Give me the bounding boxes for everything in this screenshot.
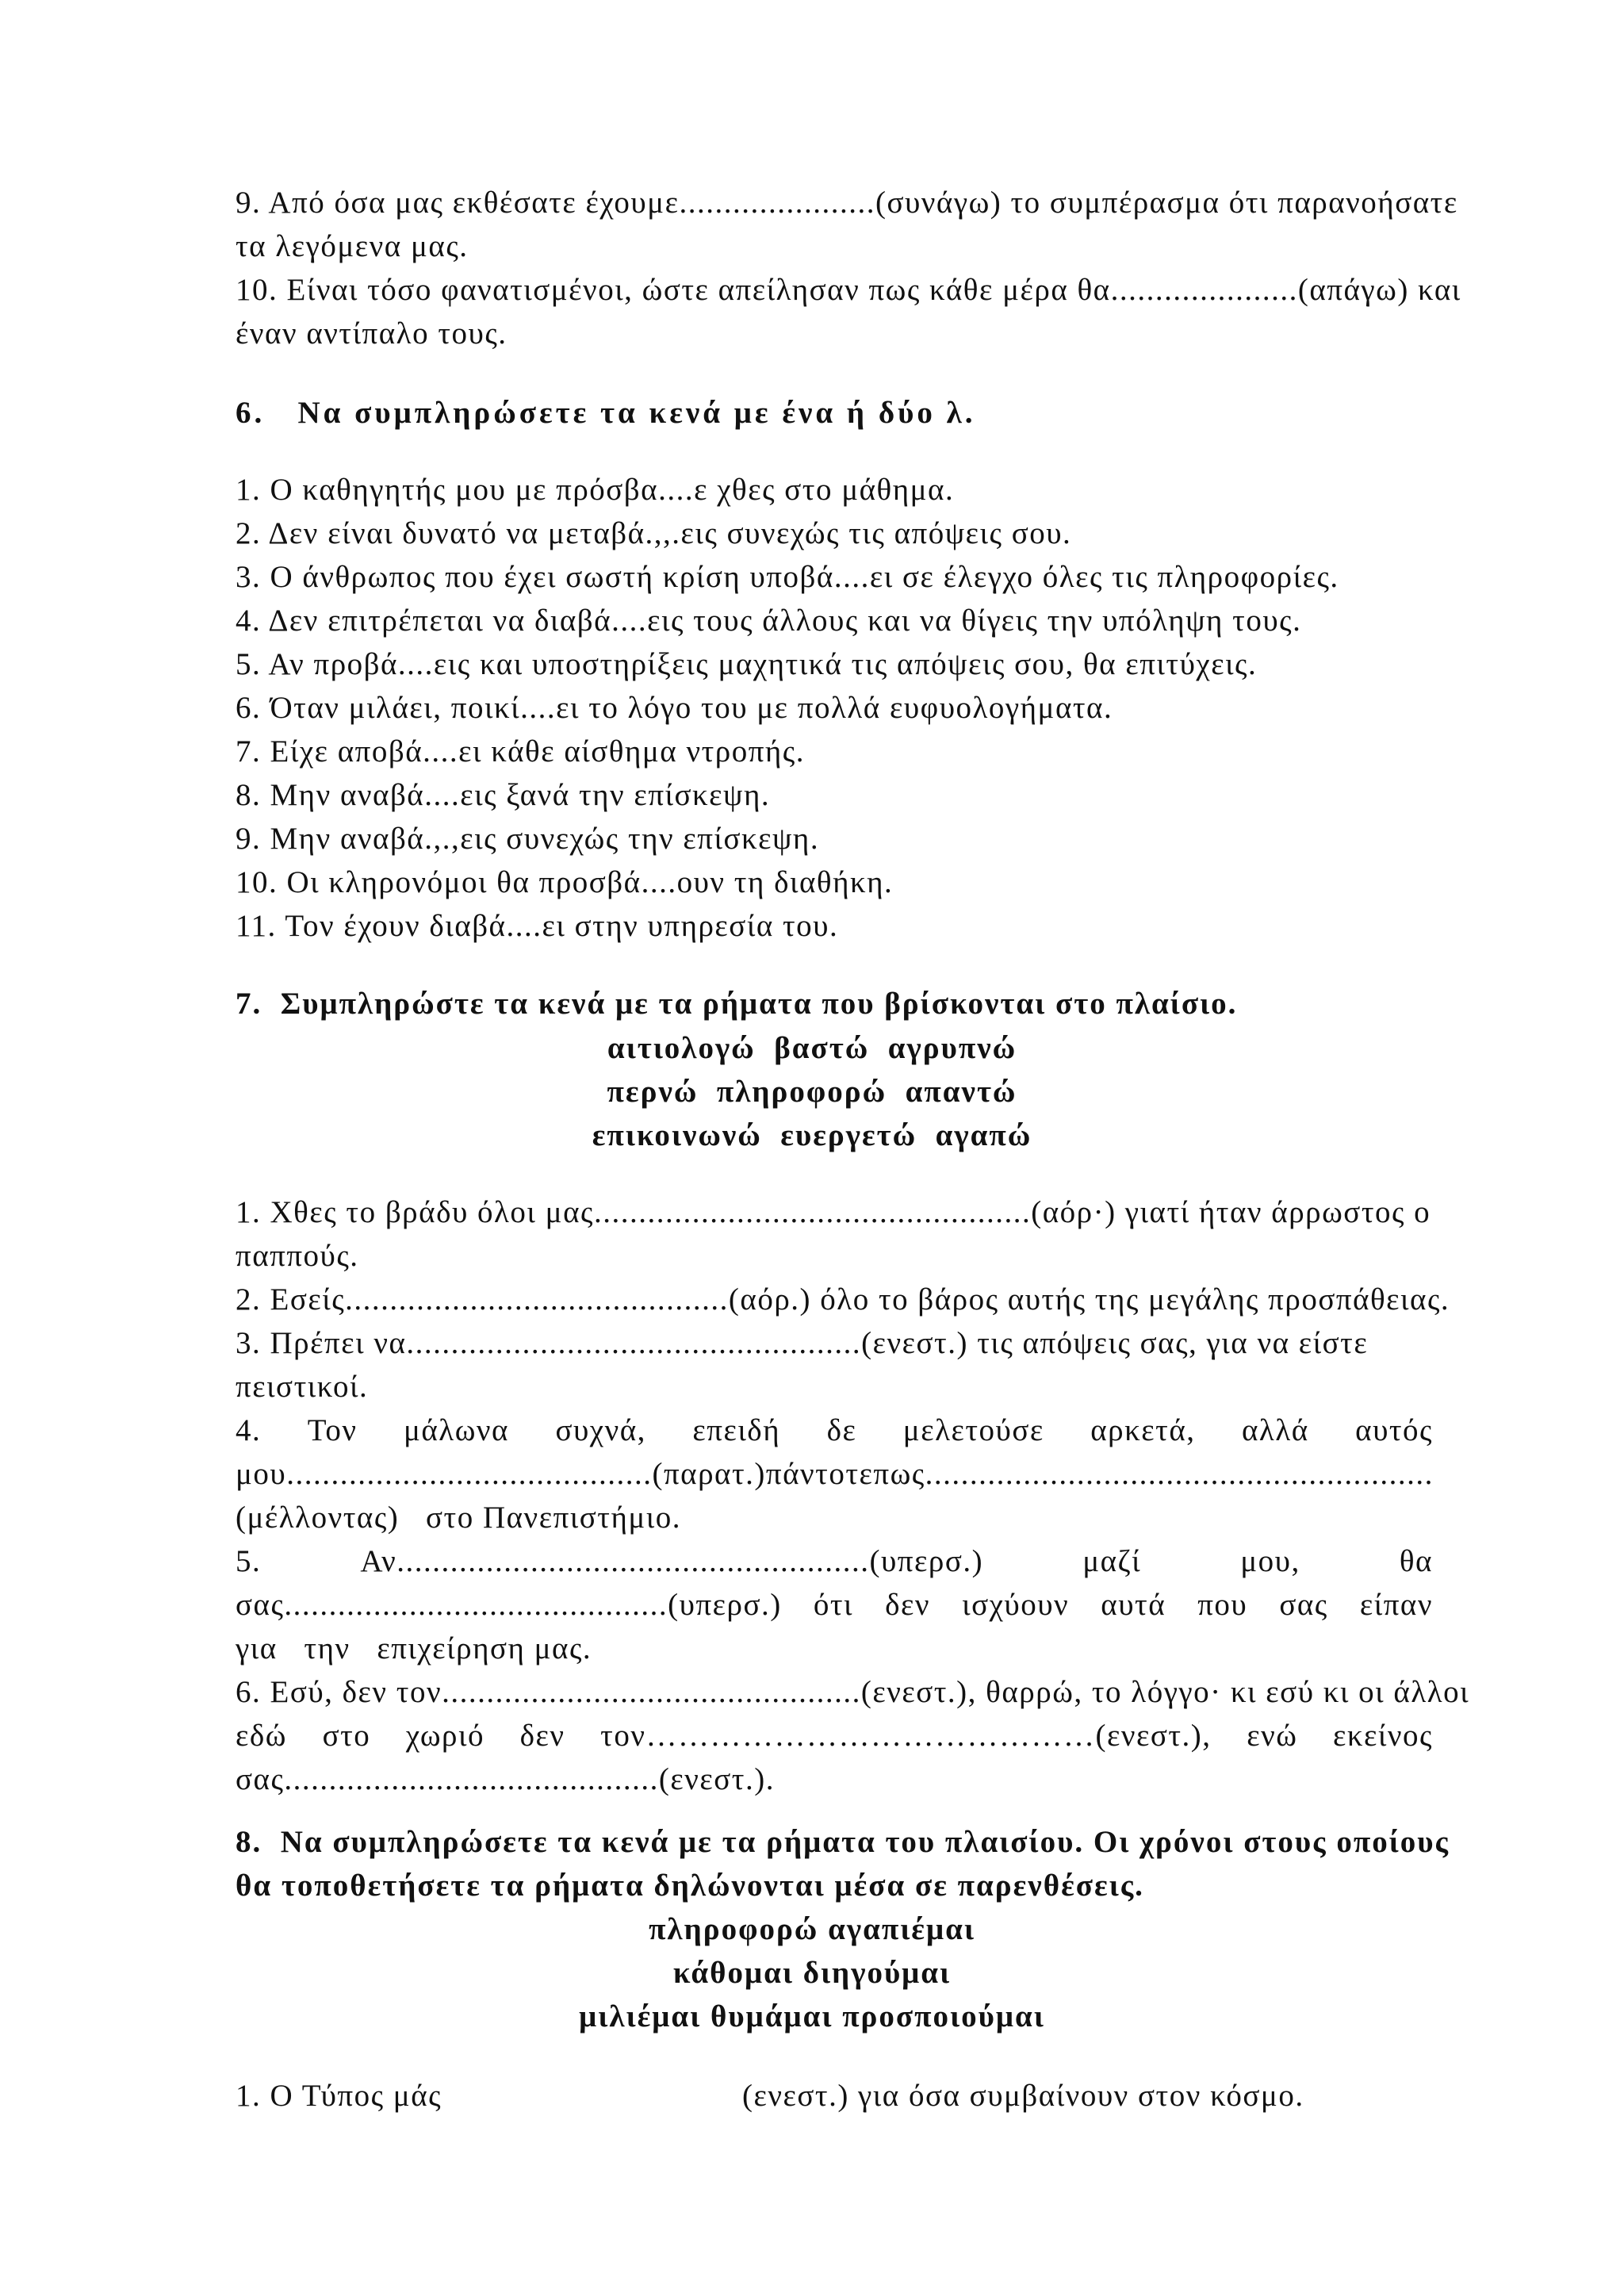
- ex7-item-4-line3: (μέλλοντας) στο Πανεπιστήμιο.: [236, 1501, 681, 1535]
- ex7-verb-box-row: περνώ πληροφορώ απαντώ: [607, 1075, 1017, 1109]
- ex8-verb-box-row: μιλιέμαι θυμάμαι προσποιούμαι: [579, 1999, 1045, 2033]
- ex7-item-1-line2: παππούς.: [236, 1239, 359, 1273]
- ex8-verb-box-row: κάθομαι διηγούμαι: [672, 1956, 952, 1990]
- ex8-title-line2: θα τοποθετήσετε τα ρήματα δηλώνονται μέσα σε παρενθέσεις.: [236, 1869, 1144, 1903]
- ex7-item-6-line3: σας..........................................(ενεστ.).: [236, 1762, 775, 1796]
- ex8-item-1-start: 1. Ο Τύπος μάς: [236, 2079, 442, 2113]
- ex5-item-10-line1: 10. Είναι τόσο φανατισμένοι, ώστε απείλησαν πως κάθε μέρα θα.....................(απάγω) και: [236, 273, 1461, 307]
- ex8-title-line1: 8. Να συμπληρώσετε τα κενά με τα ρήματα του πλαισίου. Οι χρόνοι στους οποίους: [236, 1825, 1450, 1859]
- ex7-item-4-line1: 4. Τον μάλωνα συχνά, επειδή δε μελετούσε αρκετά, αλλά αυτός: [236, 1413, 1433, 1447]
- ex6-item: 7. Είχε αποβά....ει κάθε αίσθημα ντροπής.: [236, 734, 805, 769]
- ex6-title: 6. Να συμπληρώσετε τα κενά με ένα ή δύο λ.: [236, 396, 976, 430]
- ex7-item-1-line1: 1. Χθες το βράδυ όλοι μας.................................................(αόρ·) γιατί ήταν άρρωστος ο: [236, 1195, 1431, 1229]
- ex6-item: 1. Ο καθηγητής μου με πρόσβα....ε χθες στο μάθημα.: [236, 473, 955, 507]
- ex7-item-5-line1: 5. Αν.....................................................(υπερσ.) μαζί μου, θα: [236, 1544, 1433, 1578]
- ex6-item: 4. Δεν επιτρέπεται να διαβά....εις τους άλλους και να θίγεις την υπόληψη τους.: [236, 604, 1302, 638]
- ex7-item-5-line2: σας...........................................(υπερσ.) ότι δεν ισχύουν αυτά που σας είπαν: [236, 1588, 1433, 1622]
- ex7-item-4-line2: μου.........................................(παρατ.) πάντοτε πως.........................................................: [236, 1457, 1434, 1491]
- ex5-item-10-line2: έναν αντίπαλο τους.: [236, 316, 508, 351]
- ex5-item-9-line1: 9. Από όσα μας εκθέσατε έχουμε......................(συνάγω) το συμπέρασμα ότι παρανοήσατε: [236, 186, 1458, 220]
- ex6-item: 9. Μην αναβά.,.,εις συνεχώς την επίσκεψη.: [236, 822, 820, 856]
- ex7-item-6-line1: 6. Εσύ, δεν τον...............................................(ενεστ.), θαρρώ, το λόγγο· κι εσύ κι οι άλλοι: [236, 1675, 1470, 1709]
- ex7-item-3-line1: 3. Πρέπει να...................................................(ενεστ.) τις απόψεις σας, για να είστε: [236, 1326, 1369, 1360]
- ex6-item: 8. Μην αναβά....εις ξανά την επίσκεψη.: [236, 778, 771, 812]
- ex6-item: 11. Τον έχουν διαβά....ει στην υπηρεσία του.: [236, 909, 839, 943]
- ex8-verb-box-row: πληροφορώ αγαπιέμαι: [649, 1912, 975, 1946]
- ex7-item-3-line2: πειστικοί.: [236, 1370, 369, 1404]
- ex6-item: 6. Όταν μιλάει, ποικί....ει το λόγο του με πολλά ευφυολογήματα.: [236, 691, 1113, 725]
- ex7-title: 7. Συμπληρώστε τα κενά με τα ρήματα που βρίσκονται στο πλαίσιο.: [236, 987, 1238, 1021]
- ex7-verb-box-row: επικοινωνώ ευεργετώ αγαπώ: [592, 1118, 1032, 1152]
- ex8-item-1-end: (ενεστ.) για όσα συμβαίνουν στον κόσμο.: [742, 2079, 1304, 2113]
- ex7-item-5-line3: για την επιχείρηση μας.: [236, 1631, 592, 1665]
- ex5-item-9-line2: τα λεγόμενα μας.: [236, 229, 469, 263]
- ex7-item-2: 2. Εσείς...........................................(αόρ.) όλο το βάρος αυτής της μεγάλης προσπάθειας.: [236, 1282, 1450, 1317]
- ex6-item: 5. Αν προβά....εις και υποστηρίξεις μαχητικά τις απόψεις σου, θα επιτύχεις.: [236, 647, 1258, 681]
- ex7-item-6-line2: εδώ στο χωριό δεν τον……………………………………(ενεστ.), ενώ εκείνος: [236, 1719, 1433, 1753]
- ex7-verb-box-row: αιτιολογώ βαστώ αγρυπνώ: [607, 1031, 1017, 1065]
- ex6-item: 2. Δεν είναι δυνατό να μεταβά.,,.εις συνεχώς τις απόψεις σου.: [236, 516, 1072, 550]
- ex6-item: 10. Οι κληρονόμοι θα προσβά....ουν τη διαθήκη.: [236, 865, 894, 899]
- ex6-item: 3. Ο άνθρωπος που έχει σωστή κρίση υποβά....ει σε έλεγχο όλες τις πληροφορίες.: [236, 560, 1339, 594]
